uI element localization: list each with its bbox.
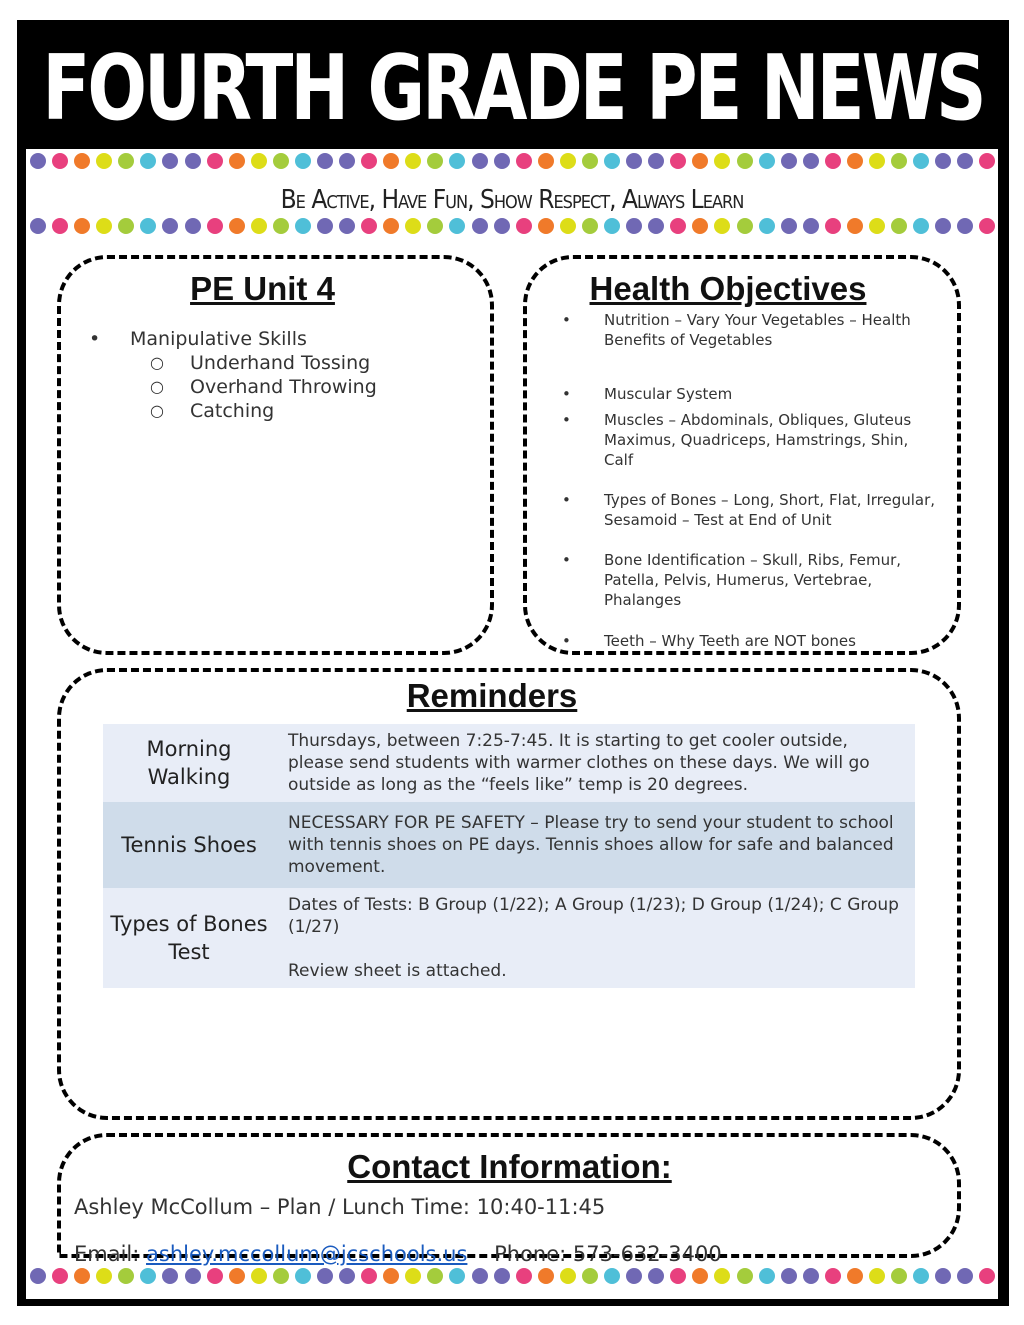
decorative-dot: [626, 1268, 642, 1284]
list-item: ○ Overhand Throwing: [92, 375, 377, 399]
reminder-label: Tennis Shoes: [121, 833, 257, 857]
decorative-dot: [207, 153, 223, 169]
health-item-text: Teeth – Why Teeth are NOT bones: [604, 632, 856, 650]
decorative-dot: [891, 218, 907, 234]
decorative-dot: [185, 1268, 201, 1284]
decorative-dot: [670, 153, 686, 169]
decorative-dot: [472, 218, 488, 234]
decorative-dot: [295, 218, 311, 234]
decorative-dot: [74, 218, 90, 234]
decorative-dot: [847, 1268, 863, 1284]
table-row: [103, 802, 915, 888]
decorative-dot: [30, 153, 46, 169]
decorative-dot: [140, 153, 156, 169]
decorative-dot: [648, 1268, 664, 1284]
decorative-dot: [560, 218, 576, 234]
decorative-dot: [449, 1268, 465, 1284]
decorative-dot: [383, 1268, 399, 1284]
decorative-dot: [405, 153, 421, 169]
dot-border-top: [30, 153, 996, 173]
decorative-dot: [538, 1268, 554, 1284]
decorative-dot: [913, 218, 929, 234]
reminder-label: Types of Bones Test: [110, 912, 268, 964]
decorative-dot: [472, 153, 488, 169]
decorative-dot: [626, 218, 642, 234]
health-item-text: Muscular System: [604, 385, 733, 403]
decorative-dot: [670, 1268, 686, 1284]
decorative-dot: [957, 1268, 973, 1284]
decorative-dot: [781, 1268, 797, 1284]
decorative-dot: [295, 1268, 311, 1284]
decorative-dot: [52, 1268, 68, 1284]
decorative-dot: [118, 153, 134, 169]
decorative-dot: [162, 153, 178, 169]
contact-email-phone-line: [74, 1242, 722, 1266]
pe-unit-title: PE Unit 4: [190, 270, 335, 307]
table-row: [103, 724, 915, 802]
decorative-dot: [251, 218, 267, 234]
decorative-dot: [516, 1268, 532, 1284]
decorative-dot: [427, 153, 443, 169]
decorative-dot: [979, 153, 995, 169]
decorative-dot: [162, 218, 178, 234]
decorative-dot: [759, 1268, 775, 1284]
decorative-dot: [957, 218, 973, 234]
decorative-dot: [714, 153, 730, 169]
reminder-text: Dates of Tests: B Group (1/22); A Group (1/23); D Group (1/24); C Group (1/27): [288, 895, 899, 937]
decorative-dot: [692, 153, 708, 169]
email-link[interactable]: ashley.mccollum@jcschools.us: [146, 1242, 468, 1266]
decorative-dot: [96, 1268, 112, 1284]
reminder-text-secondary: Review sheet is attached.: [288, 961, 507, 981]
decorative-dot: [494, 218, 510, 234]
decorative-dot: [118, 1268, 134, 1284]
contact-line: Ashley McCollum – Plan / Lunch Time: 10:40-11:45: [74, 1195, 606, 1219]
pe-unit-list: [92, 327, 377, 423]
decorative-dot: [538, 153, 554, 169]
decorative-dot: [692, 218, 708, 234]
decorative-dot: [140, 1268, 156, 1284]
decorative-dot: [361, 153, 377, 169]
dot-border-middle: [30, 218, 996, 238]
decorative-dot: [185, 218, 201, 234]
decorative-dot: [560, 1268, 576, 1284]
decorative-dot: [96, 153, 112, 169]
decorative-dot: [869, 153, 885, 169]
decorative-dot: [494, 1268, 510, 1284]
list-item: ○ Catching: [92, 399, 377, 423]
decorative-dot: [759, 218, 775, 234]
decorative-dot: [825, 1268, 841, 1284]
phone-number: Phone: 573-632-3400: [494, 1242, 722, 1266]
email-label: Email:: [74, 1242, 140, 1266]
decorative-dot: [229, 218, 245, 234]
decorative-dot: [405, 218, 421, 234]
decorative-dot: [935, 153, 951, 169]
decorative-dot: [737, 153, 753, 169]
reminder-text: NECESSARY FOR PE SAFETY – Please try to send your student to school with tennis shoes on PE days. Tennis shoes allow for safe and balanced movement.: [288, 813, 894, 877]
reminder-label: Morning Walking: [146, 737, 232, 789]
decorative-dot: [295, 153, 311, 169]
decorative-dot: [229, 153, 245, 169]
dot-border-bottom: [30, 1268, 996, 1288]
decorative-dot: [251, 153, 267, 169]
decorative-dot: [803, 218, 819, 234]
decorative-dot: [383, 153, 399, 169]
decorative-dot: [52, 218, 68, 234]
decorative-dot: [692, 1268, 708, 1284]
decorative-dot: [737, 218, 753, 234]
decorative-dot: [869, 1268, 885, 1284]
decorative-dot: [339, 1268, 355, 1284]
decorative-dot: [759, 153, 775, 169]
decorative-dot: [427, 218, 443, 234]
decorative-dot: [251, 1268, 267, 1284]
decorative-dot: [383, 218, 399, 234]
decorative-dot: [317, 153, 333, 169]
decorative-dot: [891, 153, 907, 169]
decorative-dot: [185, 153, 201, 169]
decorative-dot: [891, 1268, 907, 1284]
reminder-text-cell: [275, 888, 915, 988]
decorative-dot: [648, 153, 664, 169]
decorative-dot: [803, 1268, 819, 1284]
decorative-dot: [207, 218, 223, 234]
reminders-table: [103, 724, 915, 988]
decorative-dot: [140, 218, 156, 234]
decorative-dot: [825, 153, 841, 169]
decorative-dot: [604, 218, 620, 234]
reminders-title: Reminders: [406, 677, 578, 714]
decorative-dot: [361, 218, 377, 234]
decorative-dot: [582, 218, 598, 234]
decorative-dot: [74, 1268, 90, 1284]
decorative-dot: [781, 153, 797, 169]
decorative-dot: [162, 1268, 178, 1284]
decorative-dot: [339, 153, 355, 169]
list-item: ○ Underhand Tossing: [92, 351, 377, 375]
decorative-dot: [714, 1268, 730, 1284]
decorative-dot: [582, 1268, 598, 1284]
decorative-dot: [604, 1268, 620, 1284]
health-item-text: Bone Identification – Skull, Ribs, Femur, Patella, Pelvis, Humerus, Vertebrae, Phalanges: [604, 551, 902, 609]
decorative-dot: [273, 1268, 289, 1284]
decorative-dot: [52, 153, 68, 169]
decorative-dot: [405, 1268, 421, 1284]
decorative-dot: [737, 1268, 753, 1284]
motto: Be Active, Have Fun, Show Respect, Always Learn: [280, 185, 744, 215]
pe-unit-box: [57, 255, 494, 655]
decorative-dot: [781, 218, 797, 234]
decorative-dot: [847, 153, 863, 169]
decorative-dot: [935, 1268, 951, 1284]
decorative-dot: [30, 218, 46, 234]
decorative-dot: [825, 218, 841, 234]
decorative-dot: [96, 218, 112, 234]
decorative-dot: [339, 218, 355, 234]
decorative-dot: [979, 218, 995, 234]
contact-title: Contact Information:: [347, 1148, 672, 1185]
decorative-dot: [979, 1268, 995, 1284]
list-item: • Manipulative Skills: [92, 327, 377, 351]
decorative-dot: [560, 153, 576, 169]
decorative-dot: [648, 218, 664, 234]
decorative-dot: [913, 153, 929, 169]
decorative-dot: [714, 218, 730, 234]
decorative-dot: [538, 218, 554, 234]
decorative-dot: [957, 153, 973, 169]
decorative-dot: [516, 153, 532, 169]
decorative-dot: [516, 218, 532, 234]
health-objectives-title: Health Objectives: [589, 270, 867, 307]
decorative-dot: [494, 153, 510, 169]
decorative-dot: [449, 153, 465, 169]
decorative-dot: [229, 1268, 245, 1284]
decorative-dot: [74, 153, 90, 169]
health-item-text: Muscles – Abdominals, Obliques, Gluteus Maximus, Quadriceps, Hamstrings, Shin, Calf: [604, 411, 912, 469]
decorative-dot: [935, 218, 951, 234]
decorative-dot: [626, 153, 642, 169]
table-row: [103, 888, 915, 988]
decorative-dot: [273, 218, 289, 234]
decorative-dot: [30, 1268, 46, 1284]
decorative-dot: [472, 1268, 488, 1284]
decorative-dot: [118, 218, 134, 234]
reminder-text: Thursdays, between 7:25-7:45. It is starting to get cooler outside, please send students with warmer clothes on these days. We will go outside as long as the “feels like” temp is 20 degrees.: [288, 731, 870, 795]
decorative-dot: [913, 1268, 929, 1284]
health-item-text: Types of Bones – Long, Short, Flat, Irregular, Sesamoid – Test at End of Unit: [604, 491, 936, 529]
decorative-dot: [670, 218, 686, 234]
decorative-dot: [604, 153, 620, 169]
decorative-dot: [207, 1268, 223, 1284]
decorative-dot: [427, 1268, 443, 1284]
decorative-dot: [273, 153, 289, 169]
decorative-dot: [847, 218, 863, 234]
decorative-dot: [361, 1268, 377, 1284]
decorative-dot: [582, 153, 598, 169]
health-item-text: Nutrition – Vary Your Vegetables – Health Benefits of Vegetables: [604, 311, 911, 349]
newsletter-title: FOURTH GRADE PE NEWS: [42, 37, 984, 141]
decorative-dot: [317, 1268, 333, 1284]
decorative-dot: [449, 218, 465, 234]
decorative-dot: [317, 218, 333, 234]
decorative-dot: [803, 153, 819, 169]
decorative-dot: [869, 218, 885, 234]
